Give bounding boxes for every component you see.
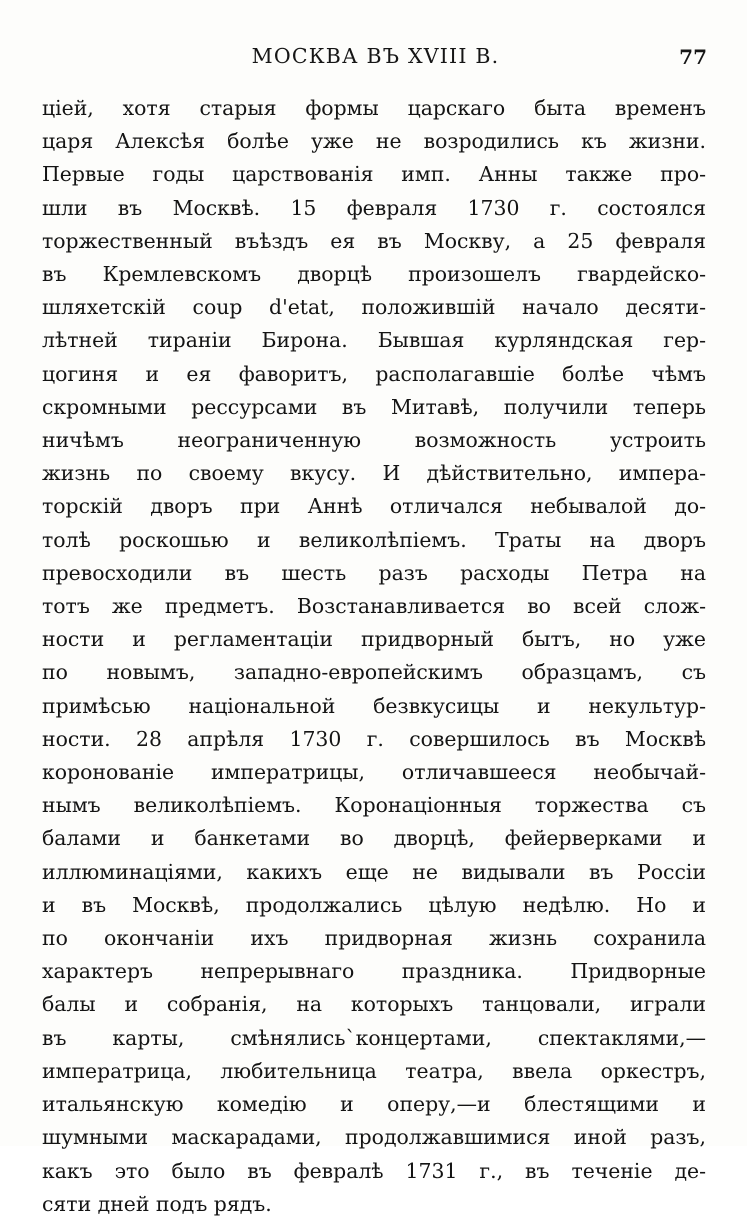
text-line: цiей, хотя старыя формы царскаго быта временъ bbox=[42, 96, 706, 120]
page-header bbox=[44, 44, 707, 74]
text-line: итальянскую комедiю и оперу,—и блестящими и bbox=[42, 1092, 706, 1117]
text-line: жизнь по своему вкусу. И дѣйствительно, импера- bbox=[42, 461, 706, 486]
text-line: шляхетскiй coup d'etat, положившiй начало десяти- bbox=[42, 295, 706, 320]
text-line: превосходили въ шесть разъ расходы Петра на bbox=[42, 560, 706, 585]
text-line: скромными рессурсами въ Митавѣ, получили теперь bbox=[42, 394, 706, 419]
text-line: толѣ роскошью и великолѣпiемъ. Траты на дворъ bbox=[42, 527, 706, 552]
text-line: ности и регламентацiи придворный бытъ, но уже bbox=[42, 627, 706, 652]
text-line: балами и банкетами во дворцѣ, фейерверками и bbox=[42, 826, 706, 851]
text-line: по новымъ, западно-европейскимъ образцамъ, съ bbox=[42, 660, 706, 685]
text-line: ничѣмъ неограниченную возможность устроить bbox=[42, 428, 706, 453]
text-line: шли въ Москвѣ. 15 февраля 1730 г. состоялся bbox=[42, 195, 706, 220]
text-line: и въ Москвѣ, продолжались цѣлую недѣлю. Но и bbox=[42, 892, 706, 917]
text-line: въ карты, смѣнялись`концертами, спектаклями,— bbox=[42, 1025, 706, 1050]
text-line: балы и собранiя, на которыхъ танцовали, играли bbox=[42, 992, 706, 1017]
text-line: нымъ великолѣпiемъ. Коронацiонныя торжества съ bbox=[42, 793, 706, 818]
text-line: сяти дней подъ рядъ. bbox=[42, 1191, 272, 1216]
text-line: шумными маскарадами, продолжавшимися иной разъ, bbox=[42, 1125, 706, 1150]
text-line: торжественный въѣздъ ея въ Москву, а 25 февраля bbox=[42, 228, 706, 253]
body-text bbox=[42, 92, 706, 1221]
text-line: какъ это было въ февралѣ 1731 г., въ теченiе де- bbox=[42, 1158, 706, 1183]
text-line: цогиня и ея фаворитъ, располагавшiе болѣе чѣмъ bbox=[42, 361, 706, 386]
text-line: тотъ же предметъ. Возстанавливается во всей слож- bbox=[42, 594, 706, 619]
text-line: въ Кремлевскомъ дворцѣ произошелъ гвардейско- bbox=[42, 262, 706, 287]
text-line: примѣсью нацiональной безвкусицы и некультур- bbox=[42, 693, 706, 718]
text-line: ности. 28 апрѣля 1730 г. совершилось въ Москвѣ bbox=[42, 726, 706, 751]
page-number: 77 bbox=[679, 45, 707, 69]
text-line: императрица, любительница театра, ввела оркестръ, bbox=[42, 1058, 706, 1083]
text-line: царя Алексѣя болѣе уже не возродились къ жизни. bbox=[42, 129, 706, 154]
text-line: характеръ непрерывнаго праздника. Придворные bbox=[42, 959, 706, 984]
text-line: лѣтней тиранiи Бирона. Бывшая курляндская гер- bbox=[42, 328, 706, 353]
text-line: коронованiе императрицы, отличавшееся необычай- bbox=[42, 760, 706, 785]
text-line: торскiй дворъ при Аннѣ отличался небывалой до- bbox=[42, 494, 706, 519]
text-line: иллюминацiями, какихъ еще не видывали въ Россiи bbox=[42, 859, 706, 884]
text-line: Первые годы царствованiя имп. Анны также про- bbox=[42, 162, 706, 187]
text-line: по окончанiи ихъ придворная жизнь сохранила bbox=[42, 926, 706, 951]
running-head: МОСКВА ВЪ XVIII В. bbox=[251, 44, 500, 68]
